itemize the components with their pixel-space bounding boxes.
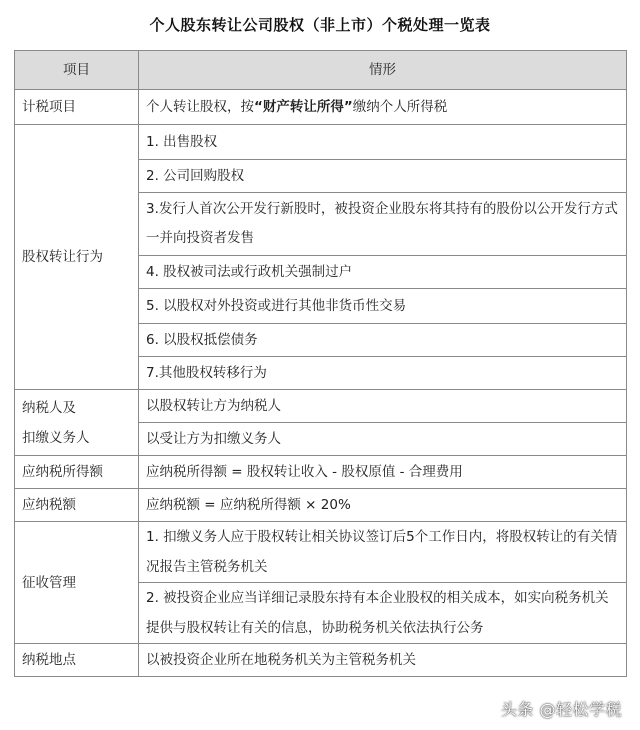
- tax-table: [14, 50, 627, 677]
- row-label: 应纳税所得额: [15, 456, 139, 489]
- row-content: 以被投资企业所在地税务机关为主管税务机关: [139, 644, 627, 677]
- tax-item-text-pre: 个人转让股权，按: [146, 99, 254, 115]
- row-content: 应纳税所得额 = 股权转让收入 - 股权原值 - 合理费用: [139, 456, 627, 489]
- row-label: 应纳税额: [15, 489, 139, 522]
- row-content: [139, 90, 627, 125]
- header-item: 项目: [15, 51, 139, 90]
- list-item: 3.发行人首次公开发行新股时，被投资企业股东将其持有的股份以公开发行方式一并向投资者发售: [139, 193, 627, 256]
- row-content: 应纳税额 = 应纳税所得额 × 20%: [139, 489, 627, 522]
- tax-item-text-bold: “财产转让所得”: [254, 99, 353, 115]
- table-row: [15, 125, 627, 160]
- table-row: [15, 390, 627, 423]
- list-item: 4. 股权被司法或行政机关强制过户: [139, 256, 627, 289]
- row-label: 征收管理: [15, 522, 139, 644]
- table-row: [15, 522, 627, 583]
- table-row: [15, 456, 627, 489]
- table-row-tax-item: [15, 90, 627, 125]
- list-item: 5. 以股权对外投资或进行其他非货币性交易: [139, 289, 627, 324]
- list-item: 7.其他股权转移行为: [139, 357, 627, 390]
- taxpayer-label-line1: 纳税人及: [22, 399, 76, 416]
- header-row: [15, 51, 627, 90]
- list-item: 6. 以股权抵偿债务: [139, 324, 627, 357]
- row-label: 股权转让行为: [15, 125, 139, 390]
- list-item: 2. 被投资企业应当详细记录股东持有本企业股权的相关成本，如实向税务机关提供与股权转让有关的信息，协助税务机关依法执行公务: [139, 583, 627, 644]
- row-label: [15, 390, 139, 456]
- watermark: 头条 @轻松学税: [500, 700, 622, 719]
- list-item: 2. 公司回购股权: [139, 160, 627, 193]
- table-row: [15, 644, 627, 677]
- tax-item-text-post: 缴纳个人所得税: [352, 99, 448, 115]
- row-label: 纳税地点: [15, 644, 139, 677]
- row-label: 计税项目: [15, 90, 139, 125]
- header-situation: 情形: [139, 51, 627, 90]
- list-item: 1. 扣缴义务人应于股权转让相关协议签订后5个工作日内，将股权转让的有关情况报告主管税务机关: [139, 522, 627, 583]
- list-item: 1. 出售股权: [139, 125, 627, 160]
- taxpayer-label-line2: 扣缴义务人: [22, 429, 90, 446]
- list-item: 以受让方为扣缴义务人: [139, 423, 627, 456]
- page-title: 个人股东转让公司股权（非上市）个税处理一览表: [149, 16, 491, 34]
- list-item: 以股权转让方为纳税人: [139, 390, 627, 423]
- table-row: [15, 489, 627, 522]
